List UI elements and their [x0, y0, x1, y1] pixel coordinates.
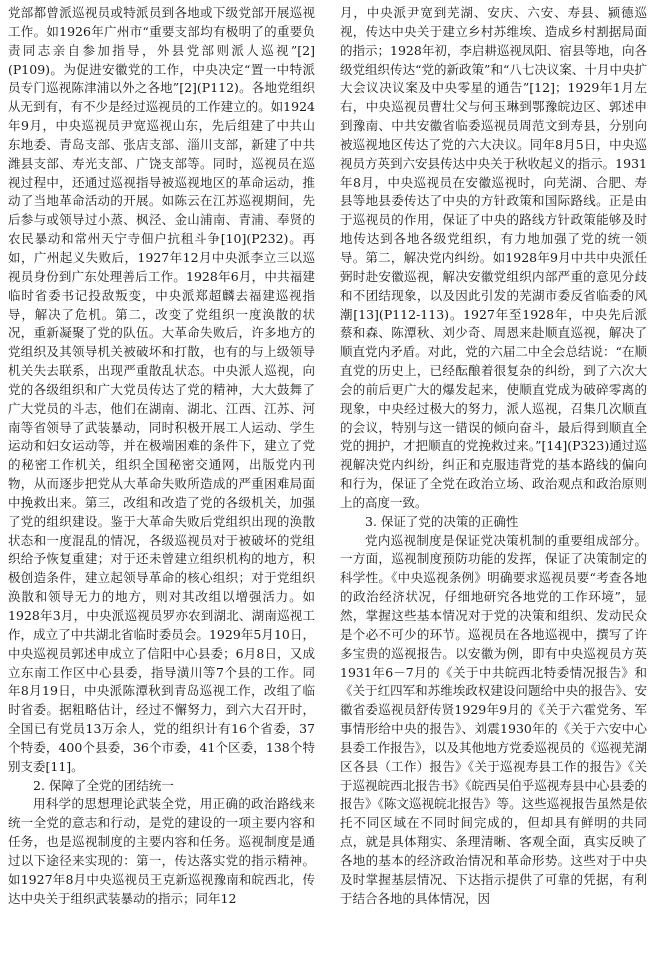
- right-text-column: [340, 4, 647, 952]
- paragraph-organization-building: 党部都曾派巡视员或特派员到各地或下级党部开展巡视工作。如1926年广州市“重要支部均有极明了的重要负责同志亲自参加指导，外县党部则派人巡视”[2](P109)。为促进安徽党的工作，中央决定“置一中特派员专门巡视陈津浦以外之各地”[2](P112)。各地党组织从无到有，有不少是经过巡视员的工作建立的。如1924年9月，中央巡视员尹宽巡视山东，先后组建了中共山东地委、青岛支部、张店支部、淄川支部，新建了中共潍县支部、寿光支部、广饶支部等。同时，巡视员在巡视过程中，还通过巡视指导被巡视地区的革命运动，推动了当地革命活动的开展。如陈云在江苏巡视期间，先后参与或领导过小蒸、枫泾、金山浦南、青浦、奉贤的农民暴动和常州天宁寺佃户抗租斗争[10](P232)。再如，广州起义失败后，1927年12月中央派李立三以巡视员身份到广东处理善后工作。1928年6月，中共福建临时省委书记投敌叛变，中央派郑超麟去福建巡视指导，解决了危机。第二，改变了党组织一度涣散的状况，重新凝聚了党的队伍。大革命失败后，许多地方的党组织及其领导机关被破坏和打散，也有的与上级领导机关失去联系，出现严重散乱状态。中央派人巡视，向党的各级组织和广大党员传达了党的精神，大大鼓舞了广大党员的斗志，他们在湖南、湖北、江西、江苏、河南等省领导了武装暴动，同时积极开展工人运动、学生运动和妇女运动等，并在极端困难的条件下，建立了党的秘密工作机关，组织全国秘密交通网，出版党内刊物，从而逐步把党从大革命失败所造成的严重困难局面中挽救出来。第三，改组和改造了党的各级机关，加强了党的组织建设。鉴于大革命失败后党组织出现的涣散状态和一度混乱的情况，各级巡视员对于被破坏的党组织给予恢复重建；对于还未曾建立组织机构的地方，积极创造条件，建立起领导革命的核心组织；对于党组织涣散和领导无力的地方，则对其改组以增强活力。如1928年3月，中央派巡视员罗亦农到湖北、湖南巡视工作，成立了中共湖北省临时委员会。1929年5月10日，中央巡视员郭述申成立了信阳中心县委；6月8日，又成立东南工作区中心县委，指导潢川等7个县的工作。同年8月19日，中央派陈潭秋到青岛巡视工作，改组了临时省委。据粗略估计，经过不懈努力，到六大召开时，全国已有党员13万余人，党的组织计有16个省委，37个特委，400个县委，36个市委，41个区委，138个特别支委[11]。: [8, 5, 315, 774]
- paragraph-party-unity-continued: 月，中央派尹宽到芜湖、安庆、六安、寿县、颍德巡视，传达中央关于建立乡村苏维埃、造成乡村割据局面的指示；1928年初，李启耕巡视凤阳、宿县等地，向各级党组织传达“党的新政策”和“八七决议案、十月中央扩大会议决议案及中央零星的通告”[12]；1929年1月左右，中央巡视员曹壮父与何玉琳到鄂豫皖边区、郭述申到豫南、中共安徽省临委巡视员周范文到寿县，分别向被巡视地区传达了党的六大决议。同年8月5日，中央巡视员方英到六安县传达中央关于秋收起义的指示。1931年8月，中央巡视员在安徽巡视时，向芜湖、合肥、寿县等地县委传达了中央的方针政策和国际路线。正是由于巡视员的作用，保证了中央的路线方针政策能够及时地传达到各地各级党组织，有力地加强了党的统一领导。第二，解决党内纠纷。如1928年9月中共中央派任弼时赴安徽巡视，解决安徽党组织内部严重的意见分歧和不团结现象，以及因此引发的芜湖市委反省临委的风潮[13](P112-113)。1927年至1928年，中央先后派蔡和森、陈潭秋、刘少奇、周恩来赴顺直巡视，解决了顺直党内矛盾。对此，党的六届二中全会总结说：“在顺直党的历史上，已经酝酿着很复杂的纠纷，到了六次大会的前后更广大的爆发起来，使顺直党成为破碎零离的现象，中央经过极大的努力，派人巡视，召集几次顺直的会议，特别与这一错误的倾向奋斗，最后得到顺直全党的拥护，才把顺直的党挽救过来。”[14](P323)通过巡视解决党内纠纷，纠正和克服违背党的基本路线的偏向和行为，保证了全党在政治立场、政治观点和政治原则上的高度一致。: [340, 5, 647, 510]
- paragraph-decision-correctness: 党内巡视制度是保证党决策机制的重要组成部分。一方面，巡视制度预防功能的发挥，保证了决策制定的科学性。《中央巡视条例》明确要求巡视员要“考查各地的政治经济状况，仔细地研究各地党的工作环境”，显然，掌握这些基本情况对于党的决策和组织、发动民众是个必不可少的环节。巡视员在各地巡视中，撰写了许多宝贵的巡视报告。以安徽为例，即有中央巡视员方英1931年6－7月的《关于中共皖西北特委情况报告》和《关于红四军和苏维埃政权建设问题给中央的报告》、安徽省委巡视员舒传贤1929年9月的《关于六霍党务、军事情形给中央的报告》、刘震1930年的《关于六安中心县委工作报告》，以及其他地方党委巡视员的《巡视芜湖区各县（工作）报告》《关于巡视寿县工作的报告》《关于巡视皖西北报告书》《皖西吴伯乎巡视寿县中心县委的报告》《陈文巡视皖北报告》等。这些巡视报告虽然是依托不同区域在不同时间完成的，但却具有鲜明的共同点，就是具体翔实、条理清晰、客观全面，真实反映了各地的基本的经济政治情况和革命形势。这些对于中央及时掌握基层情况、下达指示提供了可靠的凭据，有利于结合各地的具体情况，因: [340, 532, 647, 906]
- paragraph-party-unity-intro: 用科学的思想理论武装全党，用正确的政治路线来统一全党的意志和行动，是党的建设的一项主要内容和任务，也是巡视制度的主要内容和任务。巡视制度是通过以下途径来实现的：第一，传达落实党的指示精神。如1927年8月中央巡视员王克新巡视豫南和皖西北，传达中央关于组织武装暴动的指示；同年12: [8, 796, 315, 906]
- section-heading-party-unity: 2. 保障了全党的团结统一: [33, 777, 174, 793]
- section-heading-decision-correctness: 3. 保证了党的决策的正确性: [365, 513, 519, 529]
- left-text-column: [8, 4, 315, 952]
